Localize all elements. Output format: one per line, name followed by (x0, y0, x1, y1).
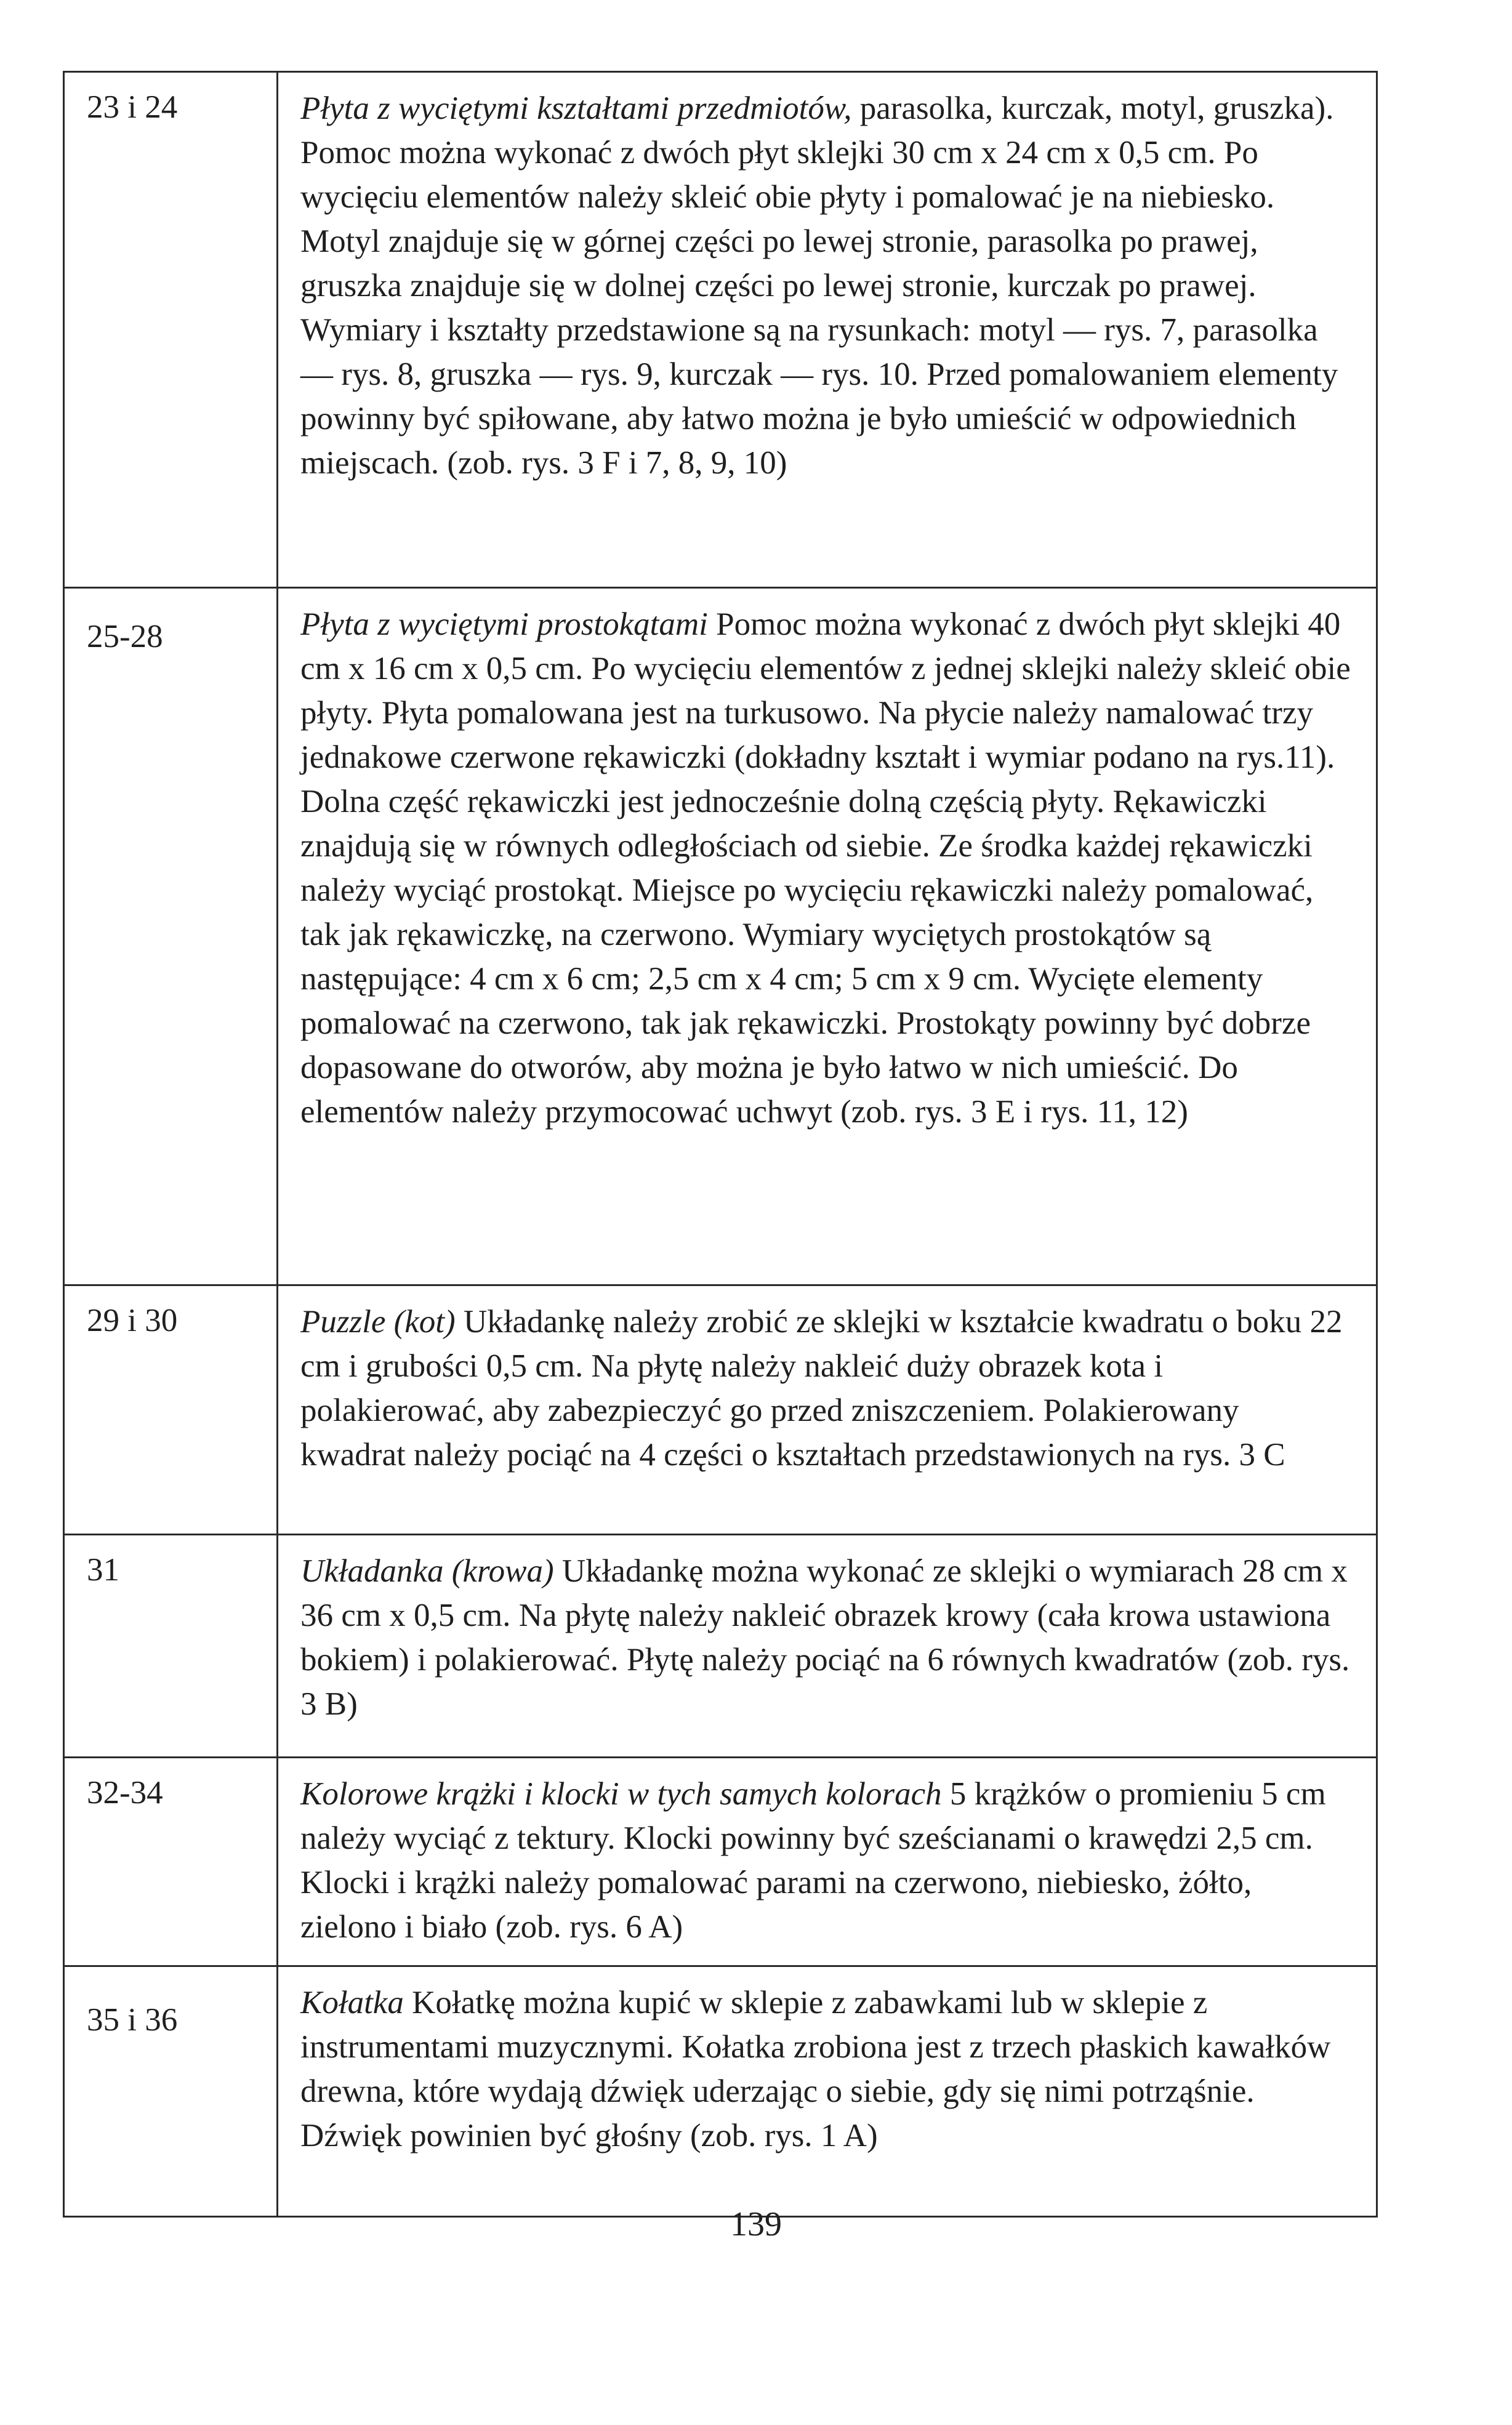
row-number-cell (64, 1966, 278, 2217)
table-row (64, 1966, 1377, 2217)
row-number-cell (64, 1285, 278, 1535)
item-title: Płyta z wyciętymi prostokątami (300, 606, 708, 642)
table-row (64, 1535, 1377, 1758)
row-number-cell (64, 588, 278, 1285)
table-row (64, 1758, 1377, 1966)
row-number: 29 i 30 (87, 1303, 178, 1338)
description-cell (278, 1758, 1377, 1966)
item-title: Kołatka (300, 1985, 404, 2021)
item-title: Płyta z wyciętymi kształtami przedmiotów, (300, 90, 852, 126)
item-description: 5 krążków o promieniu 5 cm należy wyciąć z tektury. Klocki powinny być sześcianami o krawędzi 2,5 cm. Klocki i krążki należy pomalować parami na czerwono, niebiesko, żółto, zielono i biało (zob. rys. 6 A) (300, 1776, 1326, 1945)
materials-table (63, 71, 1378, 2218)
item-title: Układanka (krowa) (300, 1553, 554, 1589)
item-description: Kołatkę można kupić w sklepie z zabawkami lub w sklepie z instrumentami muzycznymi. Kołatka zrobiona jest z trzech płaskich kawałków drewna, które wydają dźwięk uderzając o siebie, gdy się nimi potrząśnie. Dźwięk powinien być głośny (zob. rys. 1 A) (300, 1985, 1331, 2154)
page-number: 139 (730, 2205, 782, 2243)
table-row (64, 1285, 1377, 1535)
row-number: 25-28 (87, 619, 163, 654)
row-number: 32-34 (87, 1775, 163, 1811)
item-description: parasolka, kurczak, motyl, gruszka). Pomoc można wykonać z dwóch płyt sklejki 30 cm x 24 cm x 0,5 cm. Po wycięciu elementów należy skleić obie płyty i pomalować je na niebiesko. Motyl znajduje się w górnej części po lewej stronie, parasolka po prawej, gruszka znajduje się w dolnej części po lewej stronie, kurczak po prawej. Wymiary i kształty przedstawione są na rysunkach: motyl — rys. 7, parasolka — rys. 8, gruszka — rys. 9, kurczak — rys. 10. Przed pomalowaniem elementy powinny być spiłowane, aby łatwo można je było umieścić w odpowiednich miejscach. (zob. rys. 3 F i 7, 8, 9, 10) (300, 90, 1338, 481)
description-cell (278, 72, 1377, 588)
table-row (64, 72, 1377, 588)
item-description: Układankę należy zrobić ze sklejki w kształcie kwadratu o boku 22 cm i grubości 0,5 cm. Na płytę należy nakleić duży obrazek kota i polakierować, aby zabezpieczyć go przed zniszczeniem. Polakierowany kwadrat należy pociąć na 4 części o kształtach przedstawionych na rys. 3 C (300, 1304, 1343, 1473)
table-row (64, 588, 1377, 1285)
item-title: Puzzle (kot) (300, 1304, 456, 1340)
row-number: 23 i 24 (87, 89, 178, 125)
description-cell (278, 1285, 1377, 1535)
item-description: Układankę można wykonać ze sklejki o wymiarach 28 cm x 36 cm x 0,5 cm. Na płytę należy nakleić obrazek krowy (cała krowa ustawiona bokiem) i polakierować. Płytę należy pociąć na 6 równych kwadratów (zob. rys. 3 B) (300, 1553, 1350, 1722)
row-number-cell (64, 1535, 278, 1758)
description-cell (278, 1535, 1377, 1758)
description-cell (278, 1966, 1377, 2217)
item-title: Kolorowe krążki i klocki w tych samych kolorach (300, 1776, 942, 1812)
item-description: Pomoc można wykonać z dwóch płyt sklejki 40 cm x 16 cm x 0,5 cm. Po wycięciu elementów z jednej sklejki należy skleić obie płyty. Płyta pomalowana jest na turkusowo. Na płycie należy namalować trzy jednakowe czerwone rękawiczki (dokładny kształt i wymiar podano na rys.11). Dolna część rękawiczki jest jednocześnie dolną częścią płyty. Rękawiczki znajdują się w równych odległościach od siebie. Ze środka każdej rękawiczki należy wyciąć prostokąt. Miejsce po wycięciu rękawiczki należy pomalować, tak jak rękawiczkę, na czerwono. Wymiary wyciętych prostokątów są następujące: 4 cm x 6 cm; 2,5 cm x 4 cm; 5 cm x 9 cm. Wycięte elementy pomalować na czerwono, tak jak rękawiczki. Prostokąty powinny być dobrze dopasowane do otworów, aby można je było łatwo w nich umieścić. Do elementów należy przymocować uchwyt (zob. rys. 3 E i rys. 11, 12) (300, 606, 1351, 1130)
description-cell (278, 588, 1377, 1285)
row-number-cell (64, 72, 278, 588)
row-number-cell (64, 1758, 278, 1966)
row-number: 31 (87, 1552, 119, 1588)
row-number: 35 i 36 (87, 2002, 178, 2038)
